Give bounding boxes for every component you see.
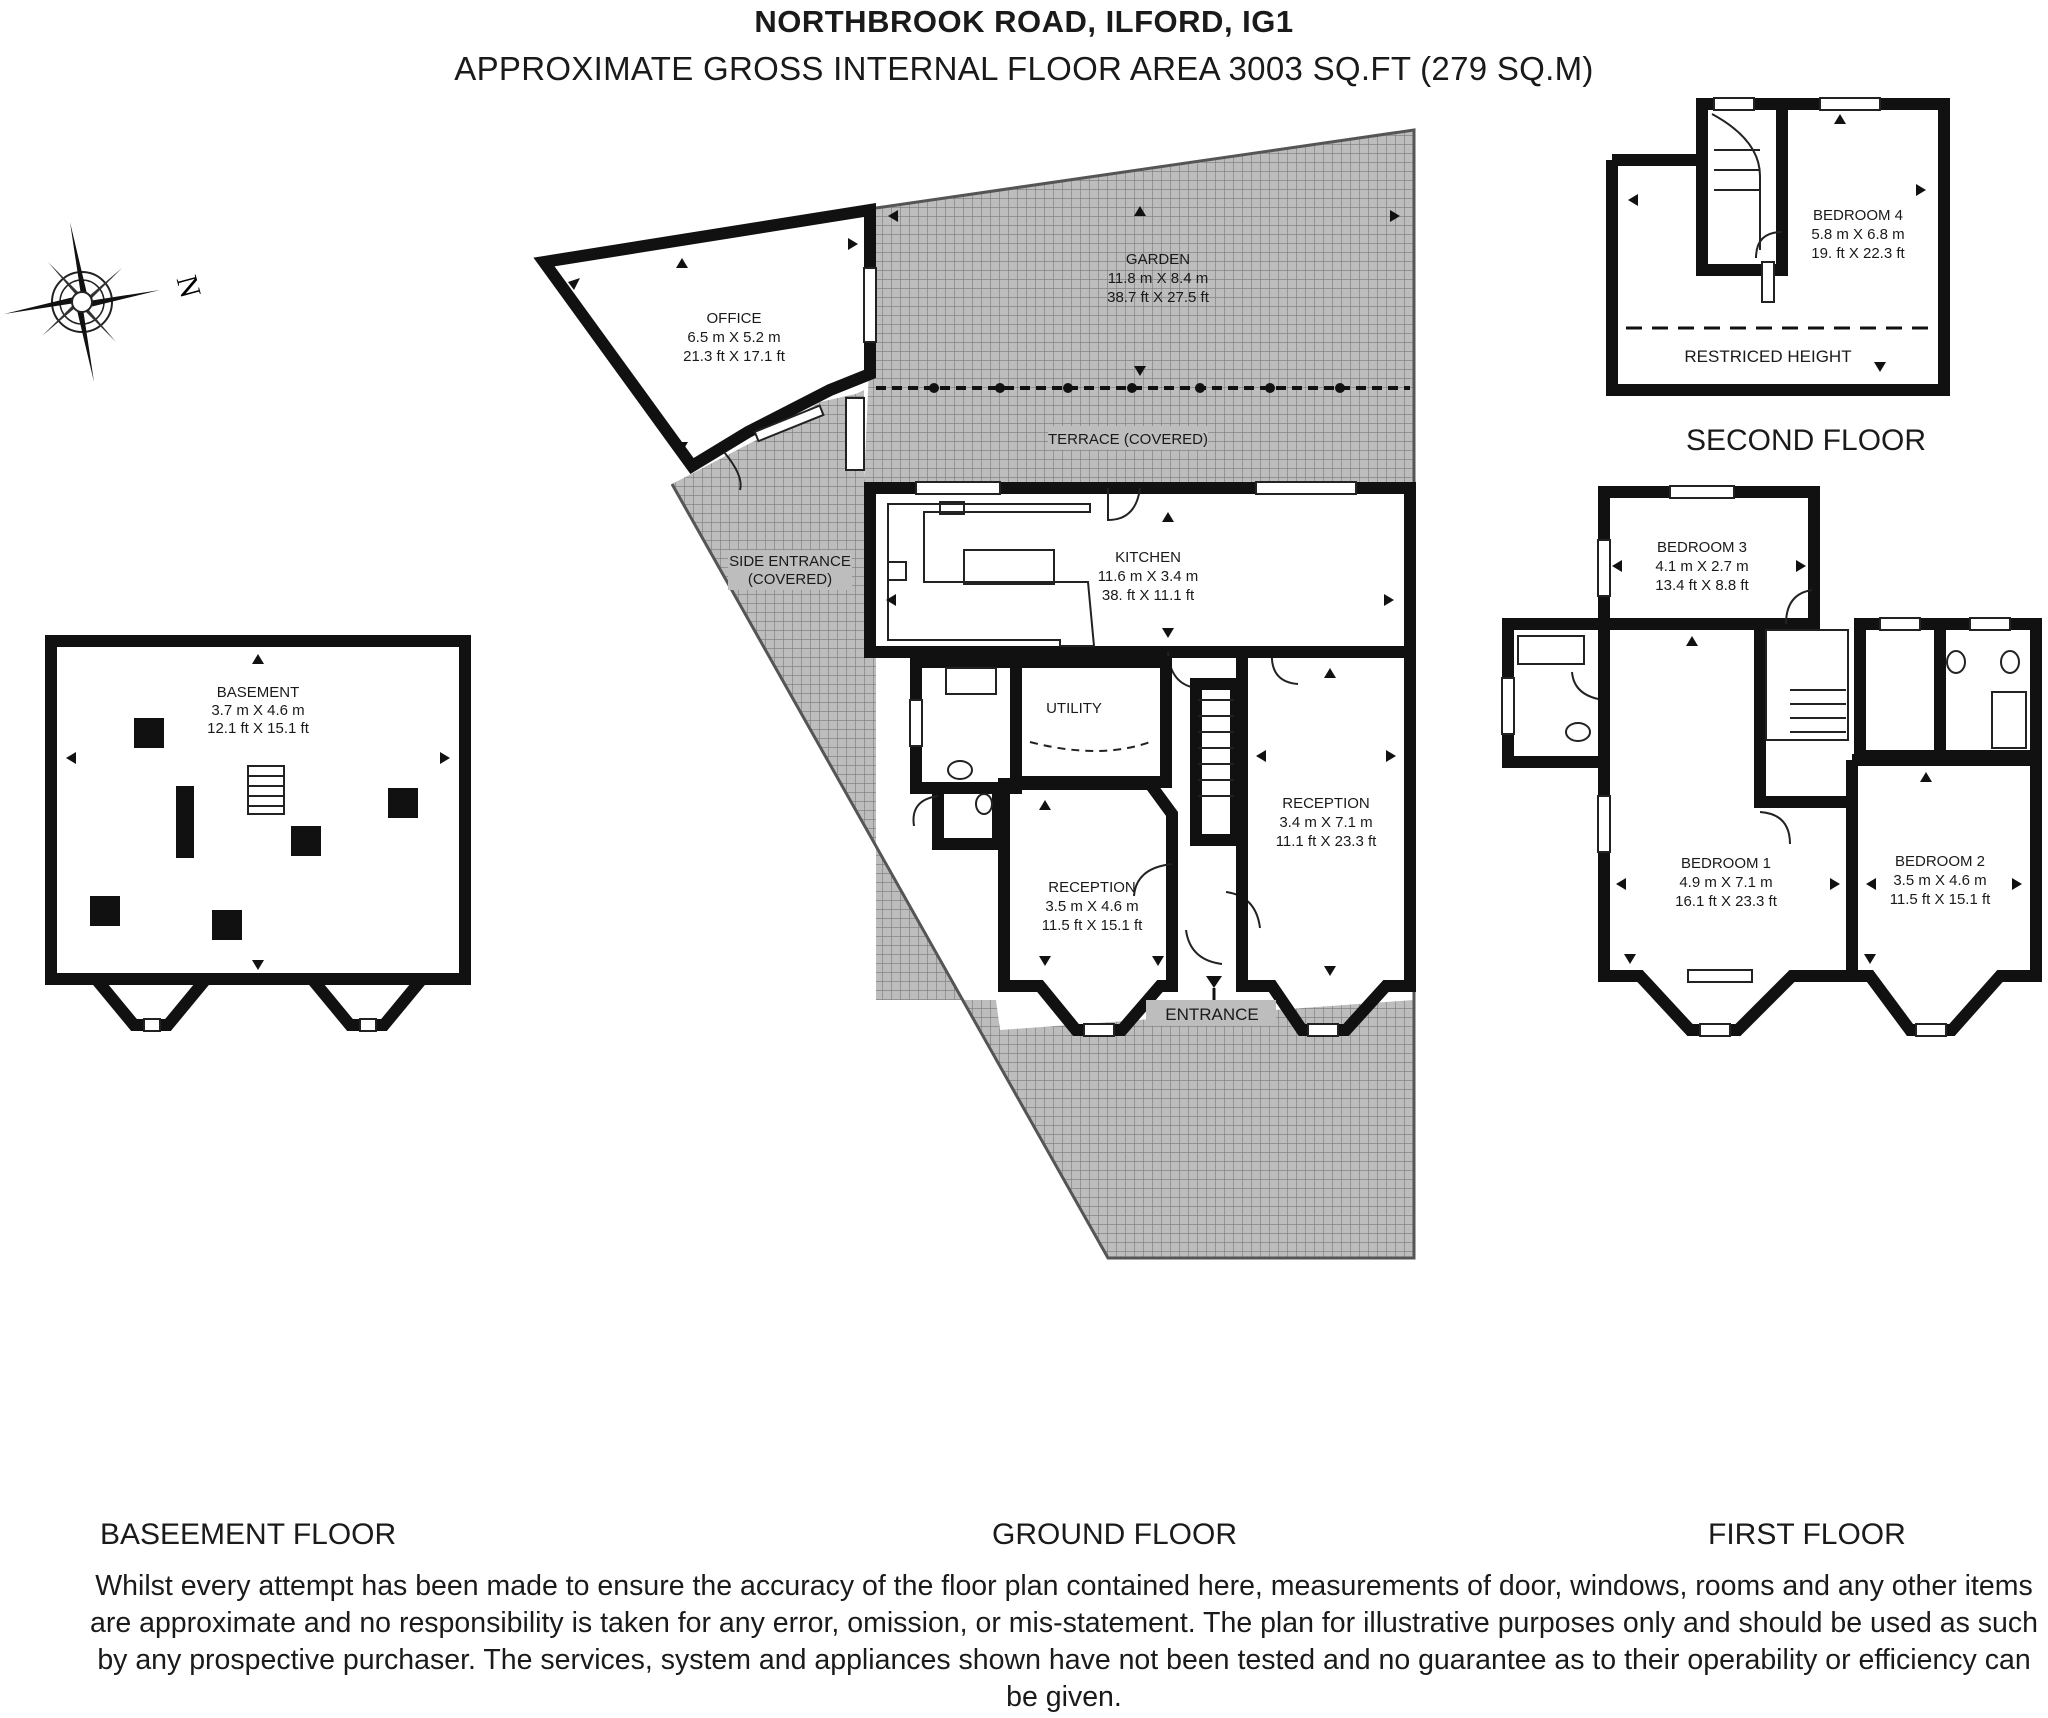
bedroom4-metric: 5.8 m X 6.8 m: [1811, 226, 1905, 243]
basement-room-imperial: 12.1 ft X 15.1 ft: [207, 720, 309, 737]
garden-room-name: GARDEN: [1125, 251, 1191, 268]
bedroom3-imperial: 13.4 ft X 8.8 ft: [1655, 577, 1749, 594]
basement-room-metric: 3.7 m X 4.6 m: [211, 702, 305, 719]
bedroom1-name: BEDROOM 1: [1680, 855, 1772, 872]
first-floor-label: FIRST FLOOR: [1708, 1518, 1906, 1551]
reception-front-imperial: 11.5 ft X 15.1 ft: [1041, 917, 1143, 934]
bedroom2-name: BEDROOM 2: [1894, 853, 1986, 870]
disclaimer-text: Whilst every attempt has been made to ensure the accuracy of the floor plan contained here, measurements of door, windows, rooms and any other items are approximate and no responsibility is taken for any error, omission, or mis-statement. The plan for illustrative purposes only and should be used as such by any prospective purchaser. The services, system and appliances shown have not been tested and no guarantee as to their operability or efficiency can be given.: [90, 1570, 2038, 1713]
bedroom4-imperial: 19. ft X 22.3 ft: [1811, 245, 1905, 262]
reception-rear-name: RECEPTION: [1282, 795, 1370, 812]
bedroom1-imperial: 16.1 ft X 23.3 ft: [1675, 893, 1777, 910]
office-room-imperial: 21.3 ft X 17.1 ft: [683, 348, 785, 365]
bedroom3-metric: 4.1 m X 2.7 m: [1655, 558, 1749, 575]
entrance-label: ENTRANCE: [1165, 1005, 1259, 1024]
restricted-height-label: RESTRICED HEIGHT: [1684, 347, 1852, 366]
page-title: NORTHBROOK ROAD, ILFORD, IG1: [754, 4, 1294, 39]
second-floor-label: SECOND FLOOR: [1686, 424, 1927, 457]
second-floor-plan: [1612, 98, 1944, 390]
bedroom3-name: BEDROOM 3: [1656, 539, 1748, 556]
floor-area-subtitle: APPROXIMATE GROSS INTERNAL FLOOR AREA 3003 SQ.FT (279 SQ.M): [454, 50, 1594, 87]
reception-rear-imperial: 11.1 ft X 23.3 ft: [1275, 833, 1377, 850]
ground-floor-label: GROUND FLOOR: [992, 1518, 1238, 1551]
kitchen-room-name: KITCHEN: [1115, 549, 1181, 566]
compass-north-label: N: [169, 271, 208, 302]
ground-floor-plan: [544, 130, 1414, 1258]
reception-rear-metric: 3.4 m X 7.1 m: [1279, 814, 1373, 831]
office-room-name: OFFICE: [706, 310, 762, 327]
bedroom1-metric: 4.9 m X 7.1 m: [1679, 874, 1773, 891]
bedroom2-metric: 3.5 m X 4.6 m: [1893, 872, 1987, 889]
garden-room-imperial: 38.7 ft X 27.5 ft: [1107, 289, 1209, 306]
reception-front-metric: 3.5 m X 4.6 m: [1045, 898, 1139, 915]
reception-front-name: RECEPTION: [1048, 879, 1136, 896]
basement-room-name: BASEMENT: [216, 684, 300, 701]
terrace-label: TERRACE (COVERED): [1047, 431, 1209, 448]
kitchen-room-imperial: 38. ft X 11.1 ft: [1101, 587, 1195, 604]
basement-floor-plan: [51, 641, 465, 1031]
bedroom2-imperial: 11.5 ft X 15.1 ft: [1889, 891, 1991, 908]
kitchen-room-metric: 11.6 m X 3.4 m: [1097, 568, 1199, 585]
first-floor-plan: [1502, 486, 2036, 1036]
side-entrance-label: SIDE ENTRANCE: [729, 553, 851, 570]
bedroom4-name: BEDROOM 4: [1812, 207, 1904, 224]
garden-room-metric: 11.8 m X 8.4 m: [1107, 270, 1209, 287]
office-room-metric: 6.5 m X 5.2 m: [687, 329, 781, 346]
utility-room-name: UTILITY: [1046, 700, 1102, 717]
side-entrance-sublabel: (COVERED): [747, 571, 833, 588]
basement-floor-label: BASEEMENT FLOOR: [100, 1518, 397, 1551]
compass-icon: [4, 222, 207, 382]
